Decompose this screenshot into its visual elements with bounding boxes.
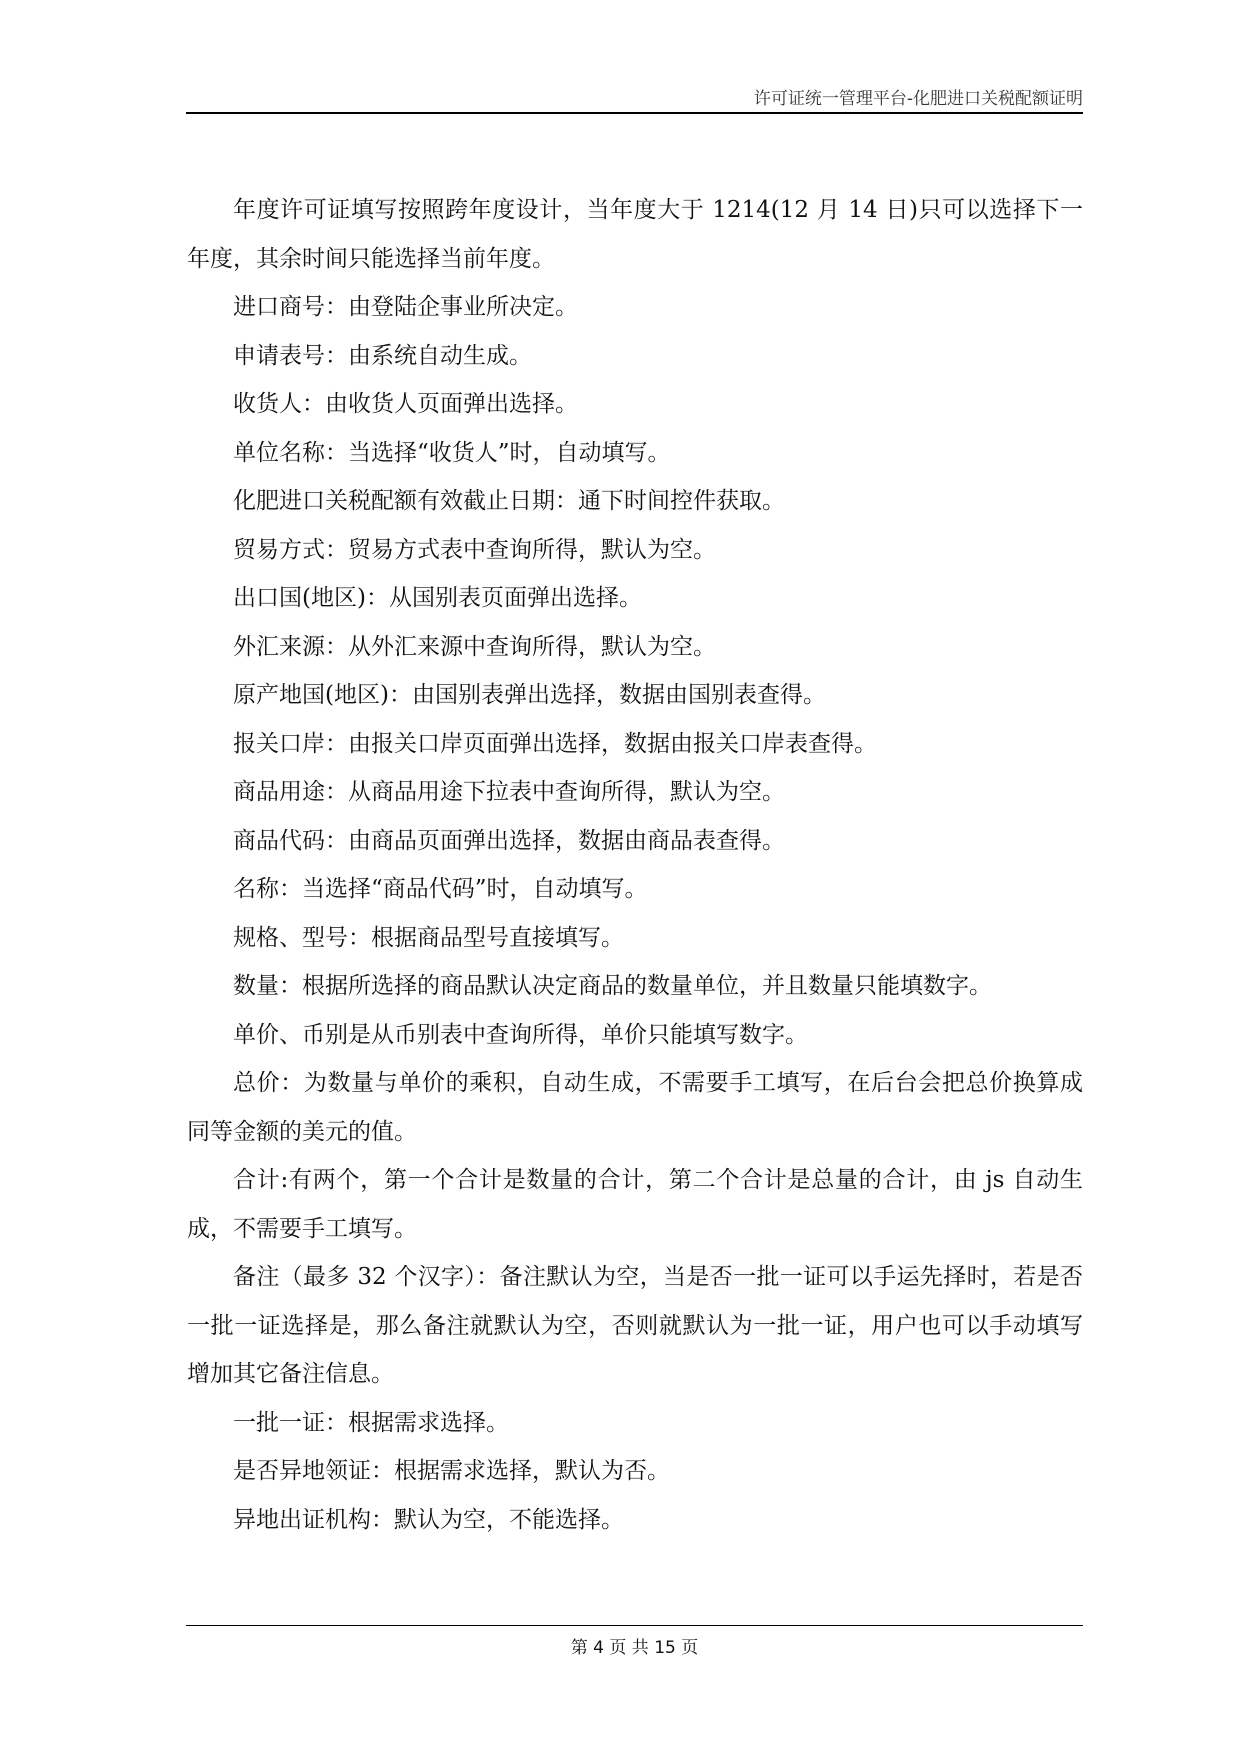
paragraph: 名称：当选择“商品代码”时，自动填写。: [233, 876, 648, 902]
paragraph: 合计:有两个，第一个合计是数量的合计，第二个合计是总量的合计，由 js 自动生成，不需要手工填写。: [187, 1167, 1083, 1242]
paragraph: 申请表号：由系统自动生成。: [233, 342, 532, 369]
paragraph: 贸易方式：贸易方式表中查询所得，默认为空。: [233, 536, 716, 563]
footer-divider: [186, 1625, 1083, 1626]
paragraph: 是否异地领证：根据需求选择，默认为否。: [233, 1458, 670, 1484]
header-divider: [186, 112, 1083, 114]
page-header: 许可证统一管理平台-化肥进口关税配额证明: [753, 89, 1083, 109]
paragraph: 原产地国(地区)：由国别表弹出选择，数据由国别表查得。: [233, 682, 826, 708]
paragraph: 总价：为数量与单价的乘积，自动生成，不需要手工填写，在后台会把总价换算成同等金额的美元的值。: [187, 1070, 1083, 1145]
paragraph: 报关口岸：由报关口岸页面弹出选择，数据由报关口岸表查得。: [233, 730, 877, 757]
paragraph: 出口国(地区)：从国别表页面弹出选择。: [233, 585, 642, 611]
paragraph: 数量：根据所选择的商品默认决定商品的数量单位，并且数量只能填数字。: [233, 973, 992, 999]
paragraph: 收货人：由收货人页面弹出选择。: [233, 391, 578, 417]
paragraph: 异地出证机构：默认为空，不能选择。: [233, 1506, 624, 1533]
paragraph: 单价、币别是从币别表中查询所得，单价只能填写数字。: [233, 1021, 808, 1048]
paragraph: 外汇来源：从外汇来源中查询所得，默认为空。: [233, 633, 716, 660]
paragraph: 商品代码：由商品页面弹出选择，数据由商品表查得。: [233, 827, 785, 854]
paragraph: 一批一证：根据需求选择。: [233, 1409, 509, 1436]
paragraph: 化肥进口关税配额有效截止日期：通下时间控件获取。: [233, 488, 785, 514]
paragraph: 商品用途：从商品用途下拉表中查询所得，默认为空。: [233, 779, 785, 805]
paragraph: 备注（最多 32 个汉字）：备注默认为空，当是否一批一证可以手运先择时，若是否一批一证选择是，那么备注就默认为空，否则就默认为一批一证，用户也可以手动填写增加其它备注信息。: [187, 1264, 1083, 1387]
paragraph: 进口商号：由登陆企事业所决定。: [233, 294, 578, 320]
page-number: 第 4 页 共 15 页: [570, 1638, 699, 1658]
document-body: [187, 186, 1083, 1544]
paragraph: 年度许可证填写按照跨年度设计，当年度大于 1214(12 月 14 日)只可以选择下一年度，其余时间只能选择当前年度。: [187, 197, 1083, 272]
paragraph: 规格、型号：根据商品型号直接填写。: [233, 924, 624, 951]
paragraph: 单位名称：当选择“收货人”时，自动填写。: [233, 439, 671, 466]
